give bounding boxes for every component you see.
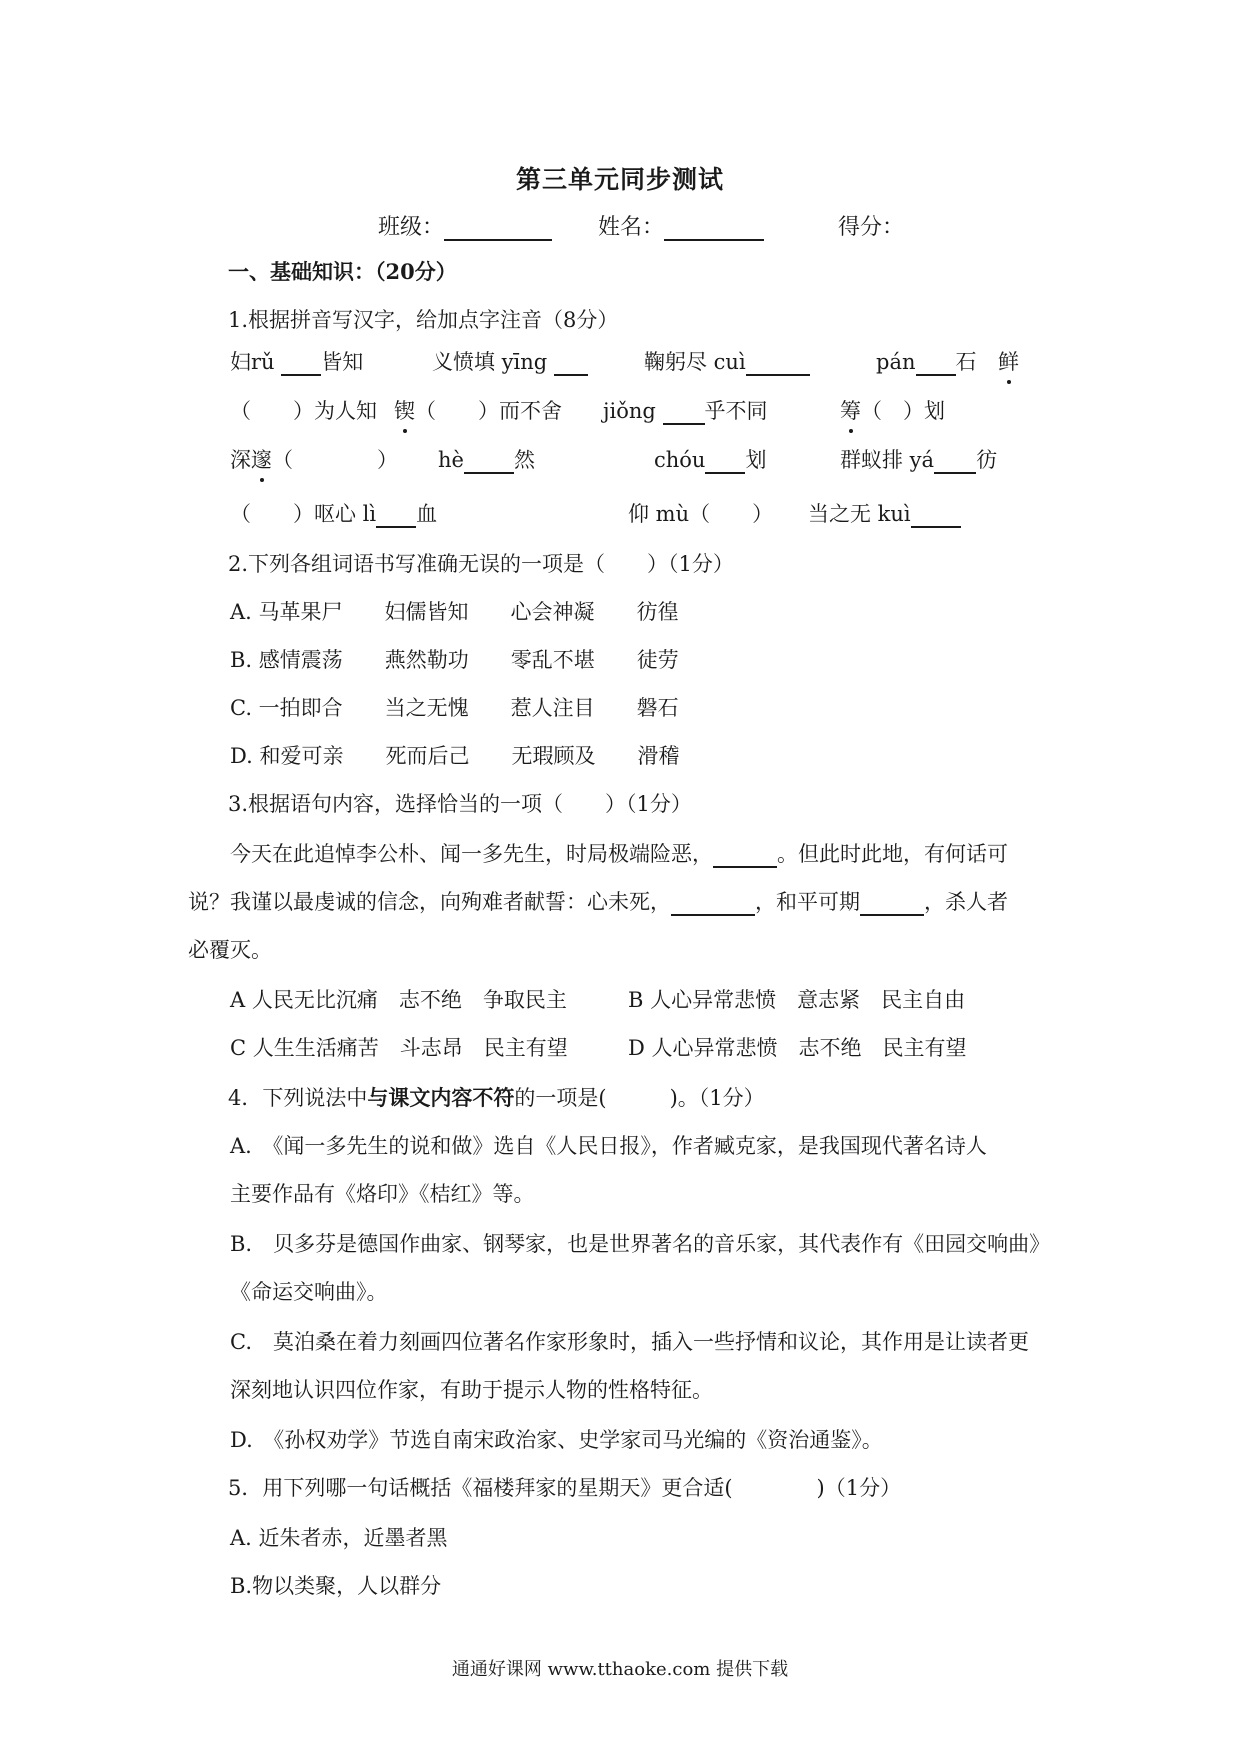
q4-option-b-line2: 《命运交响曲》。 — [230, 1280, 388, 1304]
q2-option-d: D. 和爱可亲 死而后己 无瑕顾及 滑稽 — [230, 744, 680, 768]
q1-row1-e: 鲜 — [998, 350, 1019, 374]
q3-passage-line1: 今天在此追悼李公朴、闻一多先生，时局极端险恶， 。但此时此地，有何话可 — [230, 842, 1008, 866]
name-blank — [664, 215, 764, 241]
q4-option-a-line1: A. 《闻一多先生的说和做》选自《人民日报》，作者臧克家，是我国现代著名诗人 — [230, 1134, 987, 1158]
q1-row2-d: 筹（ ）划 — [840, 399, 945, 423]
q3-option-a: A 人民无比沉痛 志不绝 争取民主 — [230, 988, 567, 1012]
q4-option-c-line1: C. 莫泊桑在着力刻画四位著名作家形象时，插入一些抒情和议论，其作用是让读者更 — [230, 1330, 1029, 1354]
q1-row3-c: chóu 划 — [654, 448, 767, 472]
question-2: 2.下列各组词语书写准确无误的一项是（ ）（1分） — [228, 552, 734, 576]
q1-row4-c: 当之无 kuì — [808, 500, 961, 528]
q1-row3-d: 群蚁排 yá 彷 — [840, 448, 998, 472]
class-field — [378, 210, 552, 241]
question-1: 1.根据拼音写汉字，给加点字注音（8分） — [228, 308, 619, 332]
page-title: 第三单元同步测试 — [515, 165, 724, 194]
q1-row4-a: （ ）呕心 lì 血 — [230, 502, 438, 526]
section-heading: 一、基础知识：（20分） — [228, 259, 457, 284]
q3-passage-line2: 说？我谨以最虔诚的信念，向殉难者献誓：心未死， ，和平可期 ，杀人者 — [188, 890, 1008, 914]
class-label: 班级： — [378, 215, 445, 240]
q4-option-c-line2: 深刻地认识四位作家，有助于提示人物的性格特征。 — [230, 1378, 713, 1402]
q1-row1-a: 妇rǔ 皆知 — [230, 350, 364, 374]
class-blank — [444, 215, 552, 241]
q3-option-c: C 人生生活痛苦 斗志昂 民主有望 — [230, 1036, 568, 1060]
q2-option-b: B. 感情震荡 燕然勒功 零乱不堪 徒劳 — [230, 648, 679, 672]
q5-option-a: A. 近朱者赤，近墨者黑 — [230, 1526, 448, 1550]
q1-row2-b: 锲（ ）而不舍 — [394, 399, 562, 423]
q4-option-a-line2: 主要作品有《烙印》《桔红》等。 — [230, 1182, 535, 1206]
question-3: 3.根据语句内容，选择恰当的一项（ ）（1分） — [228, 792, 692, 816]
q3-option-d: D 人心异常悲愤 志不绝 民主有望 — [628, 1036, 967, 1060]
name-label: 姓名： — [598, 215, 665, 240]
q3-passage-line3: 必覆灭。 — [188, 938, 272, 962]
q4-option-b-line1: B. 贝多芬是德国作曲家、钢琴家，也是世界著名的音乐家，其代表作有《田园交响曲》 — [230, 1232, 1051, 1256]
q3-option-b: B 人心异常悲愤 意志紧 民主自由 — [628, 988, 966, 1012]
q1-row2-a: （ ）为人知 — [230, 399, 377, 423]
score-field — [838, 210, 904, 241]
page-footer: 通通好课网 www.tthaoke.com 提供下载 — [451, 1659, 789, 1680]
q1-row1-d: pán 石 — [876, 350, 977, 374]
q1-row3-a: 深邃（ ） — [230, 448, 398, 472]
q4-option-d: D. 《孙权劝学》节选自南宋政治家、史学家司马光编的《资治通鉴》。 — [230, 1428, 883, 1452]
q1-row2-c: jiǒng 乎不同 — [603, 399, 768, 423]
q1-row1-b: 义愤填 yīng — [432, 348, 588, 376]
question-4: 4．下列说法中与课文内容不符的一项是( )。（1分） — [228, 1085, 765, 1110]
q1-row4-b: 仰 mù（ ） — [628, 502, 774, 526]
q2-option-a: A. 马革果尸 妇儒皆知 心会神凝 彷徨 — [230, 600, 679, 624]
q5-option-b: B.物以类聚，人以群分 — [230, 1574, 442, 1598]
q1-row1-c: 鞠躬尽 cuì — [644, 348, 810, 376]
q1-row3-b: hè 然 — [438, 448, 535, 472]
score-label: 得分： — [838, 215, 905, 240]
question-5: 5．用下列哪一句话概括《福楼拜家的星期天》更合适( )（1分） — [228, 1476, 902, 1500]
q2-option-c: C. 一拍即合 当之无愧 惹人注目 磐石 — [230, 696, 679, 720]
name-field — [598, 210, 764, 241]
